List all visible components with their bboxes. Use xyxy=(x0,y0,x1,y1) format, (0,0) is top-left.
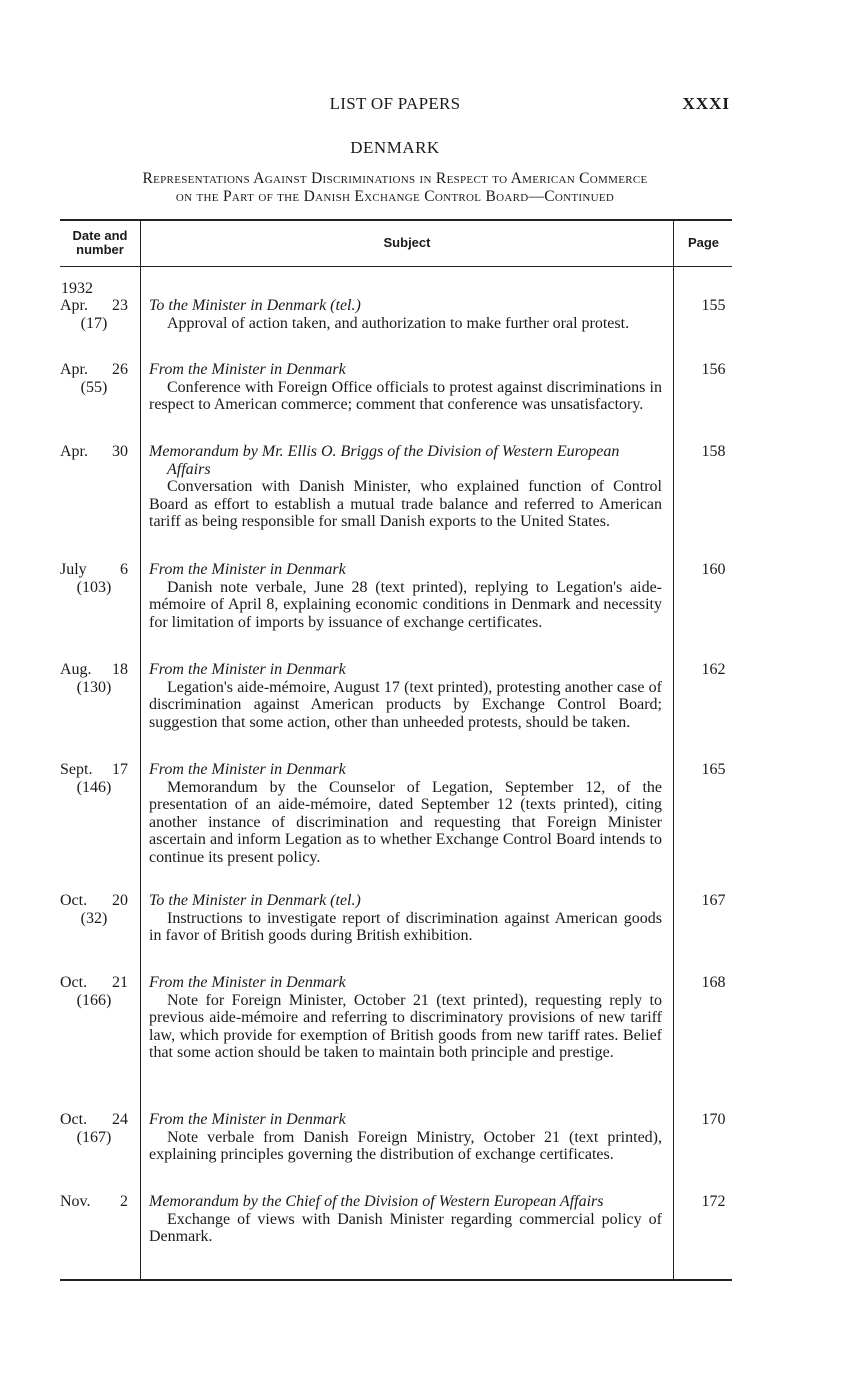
subject-cell xyxy=(149,443,662,531)
entry-number: (146) xyxy=(76,778,112,796)
date-cell xyxy=(60,443,128,461)
entry-number: (166) xyxy=(76,991,112,1009)
entry-heading: To the Minister in Denmark (tel.) xyxy=(149,297,361,314)
section-title xyxy=(55,170,735,206)
entry-page: 162 xyxy=(701,661,726,678)
section-title-line-1: Representations Against Discriminations in Respect to American Commerce xyxy=(142,170,648,187)
entry-heading: From the Minister in Denmark xyxy=(149,361,346,378)
entry-page: 158 xyxy=(701,443,726,460)
entry-date: July 6 xyxy=(60,561,128,578)
entry-page: 155 xyxy=(701,297,726,314)
subject-cell xyxy=(149,661,662,731)
date-cell xyxy=(60,561,128,596)
entry-number: (103) xyxy=(76,578,112,596)
date-cell xyxy=(60,1111,128,1146)
column-header-subject: Subject xyxy=(383,235,431,250)
entry-page: 160 xyxy=(701,561,726,578)
date-cell xyxy=(60,1193,128,1211)
column-divider-left xyxy=(140,220,141,1279)
entry-date: Nov. 2 xyxy=(60,1193,128,1210)
entry-page: 167 xyxy=(701,892,726,909)
subject-cell xyxy=(149,561,662,631)
subject-cell xyxy=(149,892,662,945)
entry-page: 172 xyxy=(701,1193,726,1210)
date-cell xyxy=(60,361,128,396)
page-header xyxy=(60,94,730,118)
column-header-date: Date and number xyxy=(72,228,128,257)
entry-date: Sept. 17 xyxy=(60,761,128,778)
subject-cell xyxy=(149,361,662,414)
entry-heading: From the Minister in Denmark xyxy=(149,661,346,678)
entry-date: Oct. 21 xyxy=(60,974,128,991)
entry-heading: From the Minister in Denmark xyxy=(149,761,346,778)
subject-cell xyxy=(149,1193,662,1246)
date-cell xyxy=(60,661,128,696)
year-label: 1932 xyxy=(61,280,93,297)
entry-date: Oct. 24 xyxy=(60,1111,128,1128)
column-header-page: Page xyxy=(687,235,720,250)
date-cell xyxy=(60,892,128,927)
entry-description: Note for Foreign Minister, October 21 (text printed), requesting reply to previous aide-mémoire and referring to discriminatory provisions of new tariff law, which provide for exemption of British goods from new tariff rates. Belief that some action should be taken to maintain both principle and prestige. xyxy=(149,991,662,1062)
column-divider-right xyxy=(673,220,674,1279)
entry-description: Memorandum by the Counselor of Legation, September 12, of the presentation of an aide-mémoire, dated September 12 (texts printed), citing another instance of discrimination and requesting that Foreign Minister ascertain and inform Legation as to whether Exchange Control Board intends to continue its present policy. xyxy=(149,778,662,866)
entry-date: Apr. 30 xyxy=(60,443,128,460)
entry-description: Conversation with Danish Minister, who explained function of Control Board as effort to establish a mutual trade balance and referred to American tariff as being responsible for small Danish exports to the United States. xyxy=(149,478,662,531)
date-cell xyxy=(60,297,128,332)
entry-number: (17) xyxy=(80,314,108,332)
entry-heading: To the Minister in Denmark (tel.) xyxy=(149,892,361,909)
subject-cell xyxy=(149,297,662,332)
entry-date: Apr. 23 xyxy=(60,297,128,314)
date-cell xyxy=(60,974,128,1009)
entry-description: Legation's aide-mémoire, August 17 (text printed), protesting another case of discrimination against American products by Exchange Control Board; suggestion that some action, other than unheeded protests, should be taken. xyxy=(149,678,662,731)
entry-heading: From the Minister in Denmark xyxy=(149,1111,346,1128)
entry-description: Exchange of views with Danish Minister regarding commercial policy of Denmark. xyxy=(149,1210,662,1246)
entry-description: Conference with Foreign Office officials to protest against discriminations in respect to American commerce; comment that conference was unsatisfactory. xyxy=(149,378,662,414)
running-title: LIST OF PAPERS xyxy=(329,94,461,113)
subject-cell xyxy=(149,1111,662,1164)
entry-description: Note verbale from Danish Foreign Ministry, October 21 (text printed), explaining principles governing the distribution of exchange certificates. xyxy=(149,1128,662,1164)
entry-heading: Memorandum by the Chief of the Division of Western European Affairs xyxy=(149,1193,604,1210)
entry-date: Aug. 18 xyxy=(60,661,128,678)
entry-number: (32) xyxy=(80,909,108,927)
entry-date: Apr. 26 xyxy=(60,361,128,378)
date-cell xyxy=(60,761,128,796)
entry-page: 156 xyxy=(701,361,726,378)
subject-cell xyxy=(149,974,662,1062)
entry-description: Approval of action taken, and authorization to make further oral protest. xyxy=(167,314,630,332)
entry-heading: Memorandum by Mr. Ellis O. Briggs of the Division of Western European Affairs xyxy=(149,443,620,478)
entry-page: 165 xyxy=(701,761,726,778)
page-number-roman: XXXI xyxy=(682,94,730,113)
entry-page: 170 xyxy=(701,1111,726,1128)
subject-cell xyxy=(149,761,662,867)
entry-number: (55) xyxy=(80,378,108,396)
papers-table xyxy=(60,219,732,1281)
entry-number: (167) xyxy=(76,1128,112,1146)
entry-page: 168 xyxy=(701,974,726,991)
section-title-line-2: on the Part of the Danish Exchange Control Board—Continued xyxy=(175,188,615,205)
table-header-rule xyxy=(60,266,732,267)
entry-number: (130) xyxy=(76,678,112,696)
country-heading: DENMARK xyxy=(350,138,440,157)
entry-date: Oct. 20 xyxy=(60,892,128,909)
table-bottom-rule xyxy=(60,1279,732,1281)
entry-description: Instructions to investigate report of discrimination against American goods in favor of British goods during British exhibition. xyxy=(149,909,662,945)
entry-heading: From the Minister in Denmark xyxy=(149,974,346,991)
entry-heading: From the Minister in Denmark xyxy=(149,561,346,578)
entry-description: Danish note verbale, June 28 (text printed), replying to Legation's aide-mémoire of April 8, explaining economic conditions in Denmark and necessity for limitation of imports by issuance of exchange certificates. xyxy=(149,578,662,631)
